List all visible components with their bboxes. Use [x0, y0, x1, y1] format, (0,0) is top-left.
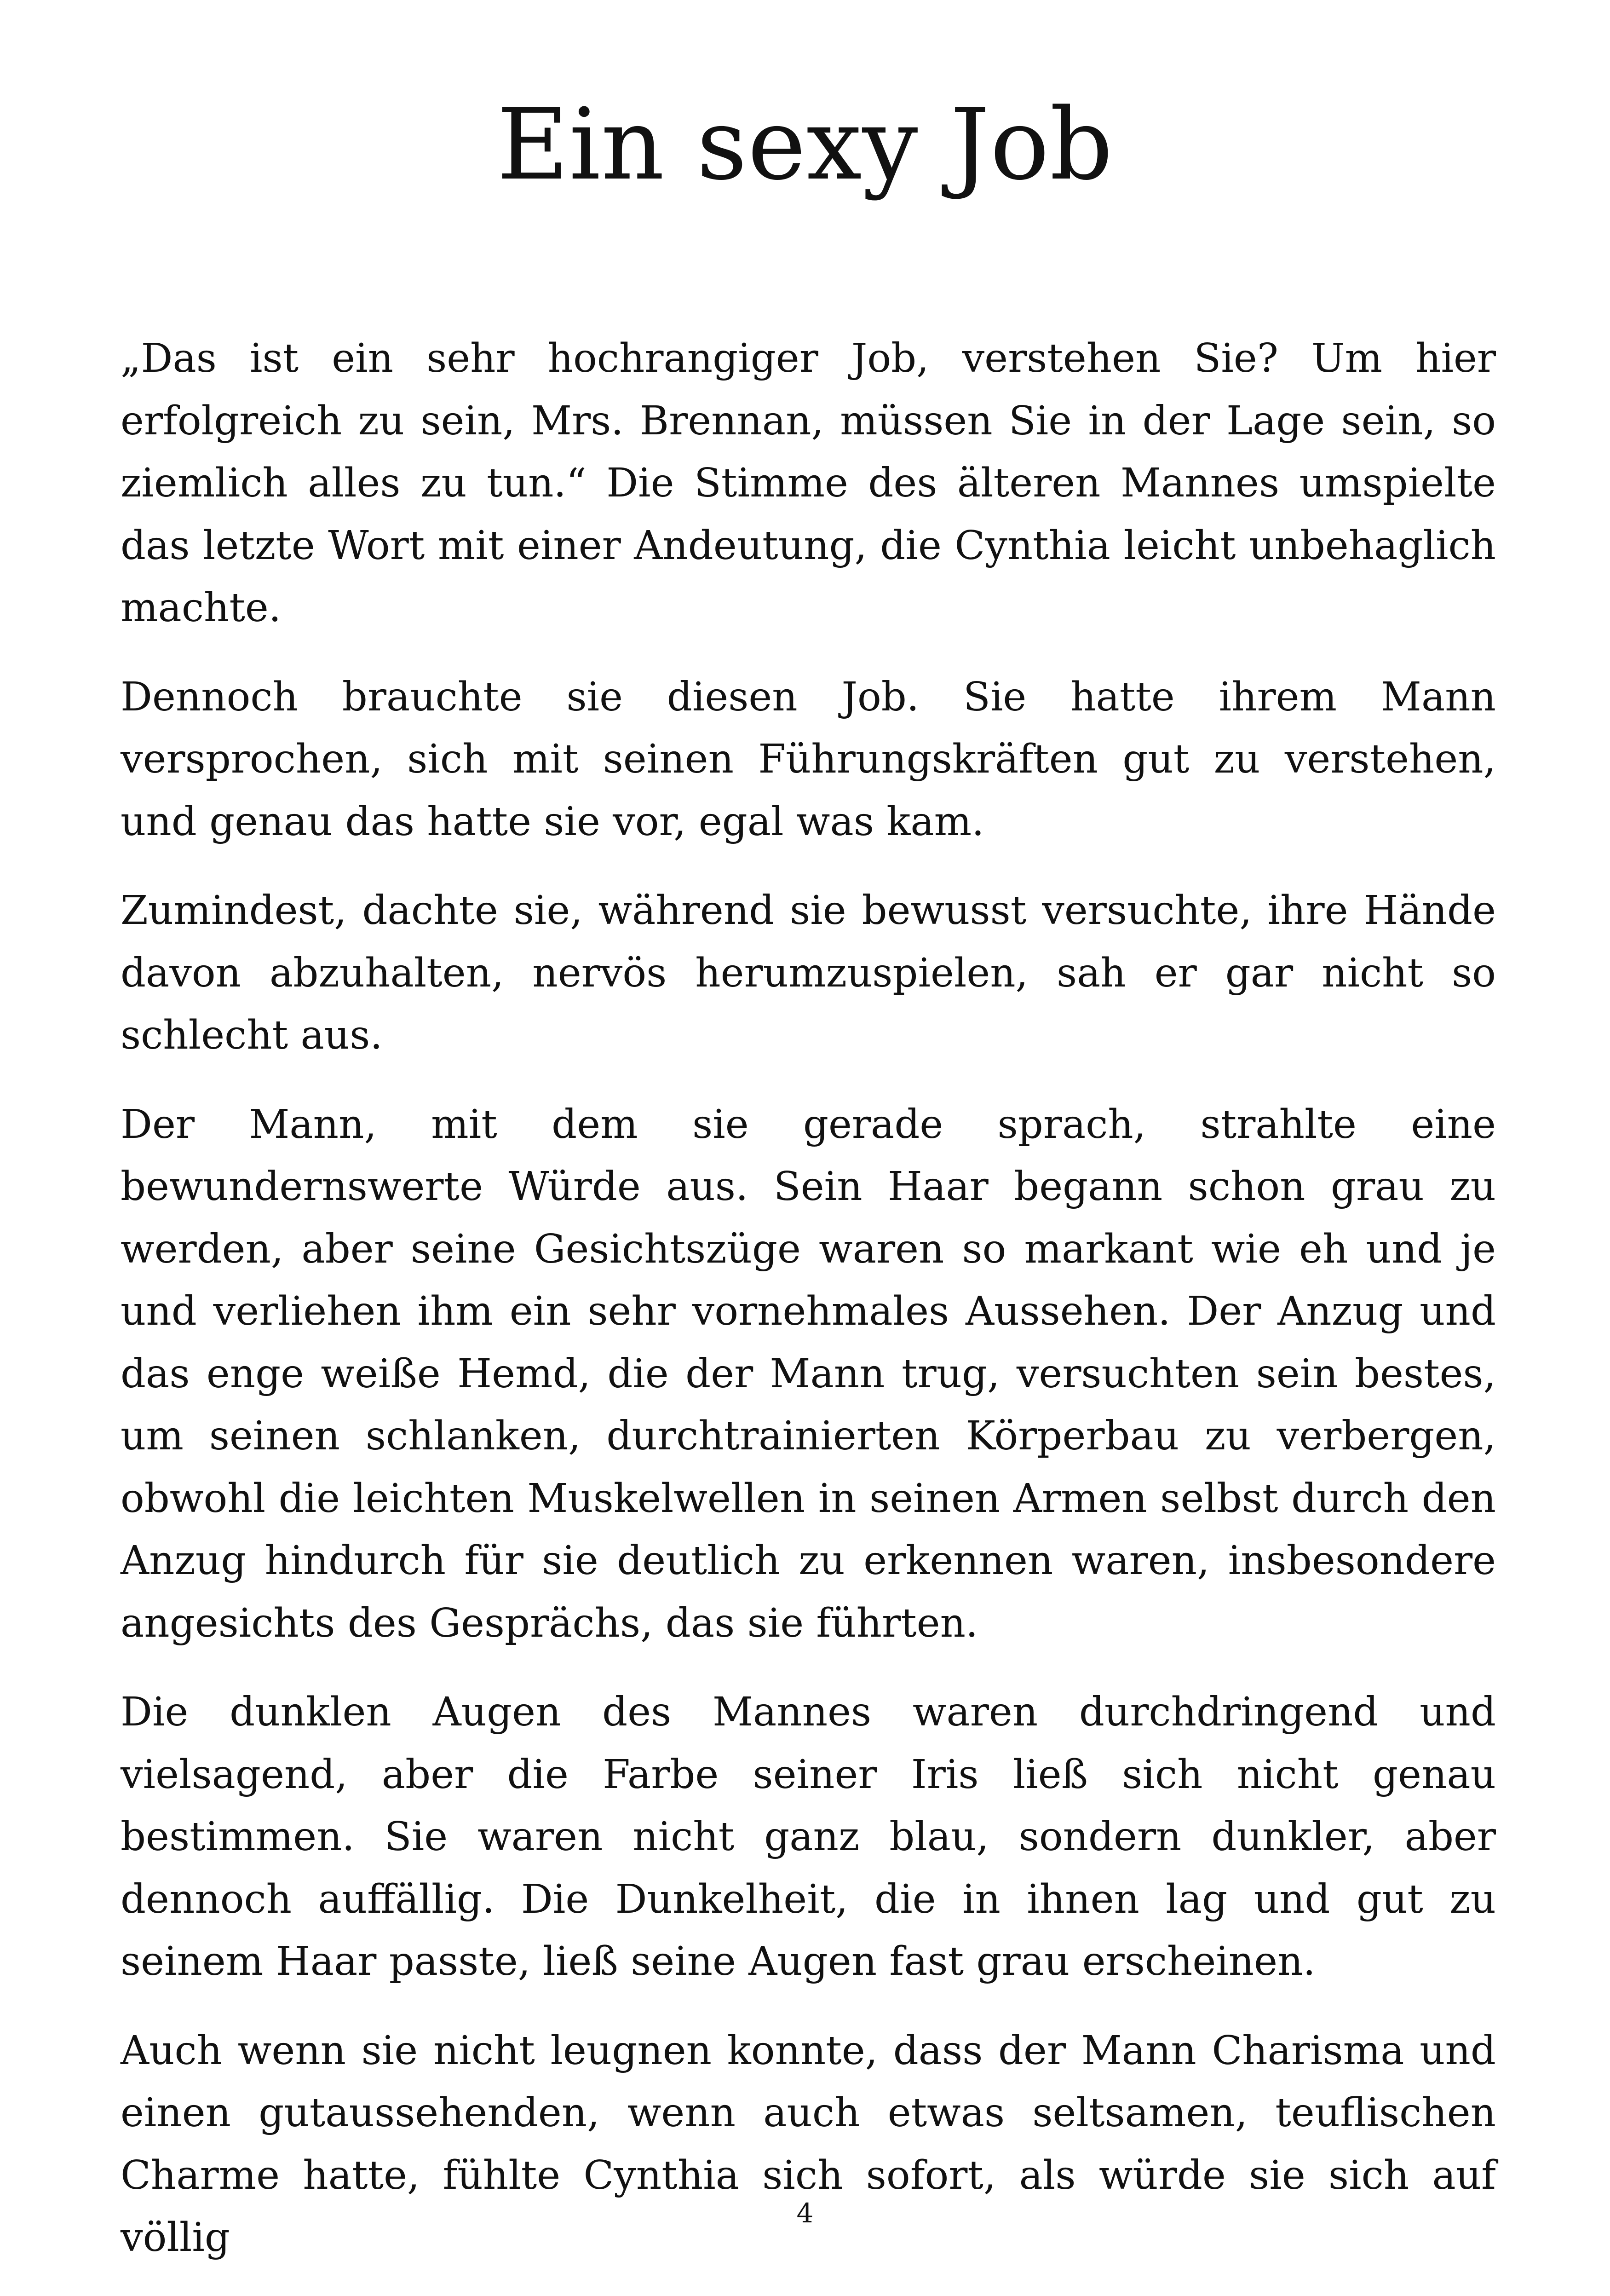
paragraph: Zumindest, dachte sie, während sie bewusst versuchte, ihre Hände davon abzuhalten, nervös herumzuspielen, sah er gar nicht so schlecht aus. — [121, 888, 1496, 1058]
paragraph: Dennoch brauchte sie diesen Job. Sie hatte ihrem Mann versprochen, sich mit seinen Führungskräften gut zu verstehen, und genau das hatte sie vor, egal was kam. — [121, 674, 1496, 845]
body-text — [121, 328, 1496, 2296]
page-number: 4 — [796, 2198, 814, 2229]
paragraph: Der Mann, mit dem sie gerade sprach, strahlte eine bewundernswerte Würde aus. Sein Haar begann schon grau zu werden, aber seine Gesichtszüge waren so markant wie eh und je und verliehen ihm ein sehr vornehmales Aussehen. Der Anzug und das enge weiße Hemd, die der Mann trug, versuchten sein bestes, um seinen schlanken, durchtrainierten Körperbau zu verbergen, obwohl die leichten Muskelwellen in seinen Armen selbst durch den Anzug hindurch für sie deutlich zu erkennen waren, insbesondere angesichts des Gesprächs, das sie führten. — [121, 1101, 1496, 1646]
chapter-title: Ein sexy Job — [496, 87, 1114, 202]
paragraph: Die dunklen Augen des Mannes waren durchdringend und vielsagend, aber die Farbe seiner Iris ließ sich nicht genau bestimmen. Sie waren nicht ganz blau, sondern dunkler, aber dennoch auffällig. Die Dunkelheit, die in ihnen lag und gut zu seinem Haar passte, ließ seine Augen fast grau erscheinen. — [121, 1689, 1496, 1984]
paragraph: Auch wenn sie nicht leugnen konnte, dass der Mann Charisma und einen gutaussehenden, wenn auch etwas seltsamen, teuflischen Charme hatte, fühlte Cynthia sich sofort, als würde sie sich auf völlig — [121, 2027, 1496, 2261]
paragraph: „Das ist ein sehr hochrangiger Job, verstehen Sie? Um hier erfolgreich zu sein, Mrs. Brennan, müssen Sie in der Lage sein, so ziemlich alles zu tun.“ Die Stimme des älteren Mannes umspielte das letzte Wort mit einer Andeutung, die Cynthia leicht unbehaglich machte. — [121, 335, 1496, 631]
